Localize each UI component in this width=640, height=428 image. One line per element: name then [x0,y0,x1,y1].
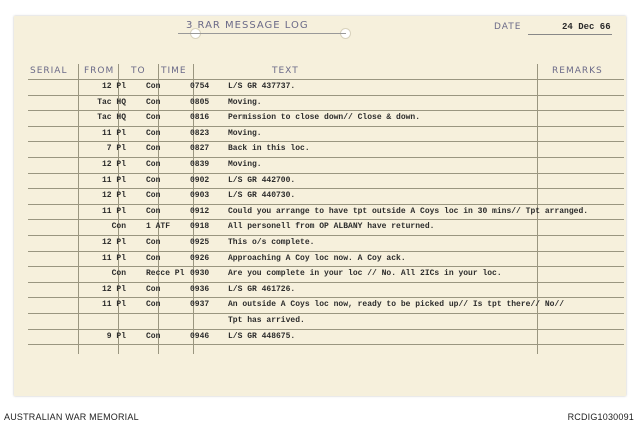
cell-to: Con [146,331,161,341]
table-row [0,238,640,252]
cell-text: Moving. [228,160,262,169]
cell-time: 0946 [190,331,210,341]
cell-time: 0936 [190,284,210,294]
table-row [0,129,640,143]
cell-time: 0839 [190,160,210,169]
cell-time: 0925 [190,238,210,247]
table-row [0,254,640,268]
cell-text: Are you complete in your loc // No. All 2ICs in your loc. [228,269,502,279]
cell-text: All personell from OP ALBANY have returned. [228,222,435,232]
cell-text: Tpt has arrived. [228,316,305,325]
cell-from: Tac HQ [97,97,126,107]
table-row [0,332,640,346]
table-row [0,269,640,283]
col-header-serial: SERIAL [30,66,68,76]
cell-text: L/S GR 448675. [228,331,296,341]
footer-id: RCDIG1030091 [567,412,634,422]
cell-time: 0805 [190,97,210,107]
col-header-from: FROM [84,66,115,76]
cell-from: 11 Pl [101,175,126,185]
cell-from: 11 Pl [101,128,126,138]
cell-from: 12 Pl [101,160,126,169]
cell-to: 1 ATF [146,222,171,232]
table-row [0,300,640,314]
date-underline [528,34,612,35]
cell-to: Con [146,238,161,247]
cell-from: 9 Pl [106,331,126,341]
table-row [0,176,640,190]
cell-time: 0827 [190,144,210,154]
date-label: DATE [494,22,522,32]
col-header-text: TEXT [272,66,299,76]
table-row [0,82,640,96]
title-underline [178,33,346,34]
cell-to: Recce Pl [146,269,185,279]
col-header-remarks: REMARKS [552,66,603,76]
date-value: 24 Dec 66 [562,22,611,32]
cell-to: Con [146,144,161,154]
cell-text: L/S GR 440730. [228,191,296,201]
cell-from: 11 Pl [101,206,126,216]
table-row [0,316,640,330]
cell-from: 7 Pl [106,144,126,154]
cell-to: Con [146,191,161,201]
cell-text: Permission to close down// Close & down. [228,113,421,123]
cell-to: Con [146,300,161,310]
cell-time: 0937 [190,300,210,310]
cell-from: 12 Pl [101,238,126,247]
cell-to: Con [146,206,161,216]
cell-time: 0918 [190,222,210,232]
cell-text: L/S GR 461726. [228,284,296,294]
cell-from: 12 Pl [101,284,126,294]
cell-to: Con [146,160,161,169]
cell-time: 0926 [190,253,210,263]
cell-from: 11 Pl [101,300,126,310]
table-row [0,191,640,205]
cell-to: Con [146,128,161,138]
cell-text: Could you arrange to have tpt outside A Coys loc in 30 mins// Tpt arranged. [228,206,589,216]
header-rule [28,79,624,80]
table-row [0,207,640,221]
form-title: 3 RAR MESSAGE LOG [186,20,309,31]
cell-time: 0912 [190,206,210,216]
table-row [0,285,640,299]
cell-time: 0930 [190,269,210,279]
cell-to: Con [146,113,161,123]
cell-time: 0754 [190,82,210,91]
table-row [0,113,640,127]
col-header-to: TO [131,66,146,76]
cell-to: Con [146,284,161,294]
cell-time: 0816 [190,113,210,123]
cell-text: This o/s complete. [228,238,315,247]
table-row [0,160,640,174]
cell-from: 12 Pl [101,82,126,91]
cell-time: 0902 [190,175,210,185]
table-row [0,98,640,112]
table-row [0,144,640,158]
footer-source: AUSTRALIAN WAR MEMORIAL [4,412,139,422]
cell-text: Approaching A Coy loc now. A Coy ack. [228,253,406,263]
cell-time: 0823 [190,128,210,138]
cell-from: Con [111,222,126,232]
cell-to: Con [146,175,161,185]
col-header-time: TIME [161,66,187,76]
cell-text: Moving. [228,97,262,107]
cell-to: Con [146,97,161,107]
cell-text: An outside A Coys loc now, ready to be picked up// Is tpt there// No// [228,300,565,310]
cell-text: L/S GR 442700. [228,175,296,185]
cell-text: L/S GR 437737. [228,82,296,91]
cell-to: Con [146,82,161,91]
cell-text: Back in this loc. [228,144,310,154]
cell-from: Con [111,269,126,279]
cell-from: 11 Pl [101,253,126,263]
cell-to: Con [146,253,161,263]
cell-from: 12 Pl [101,191,126,201]
table-row [0,222,640,236]
cell-time: 0903 [190,191,210,201]
cell-text: Moving. [228,128,262,138]
cell-from: Tac HQ [97,113,126,123]
